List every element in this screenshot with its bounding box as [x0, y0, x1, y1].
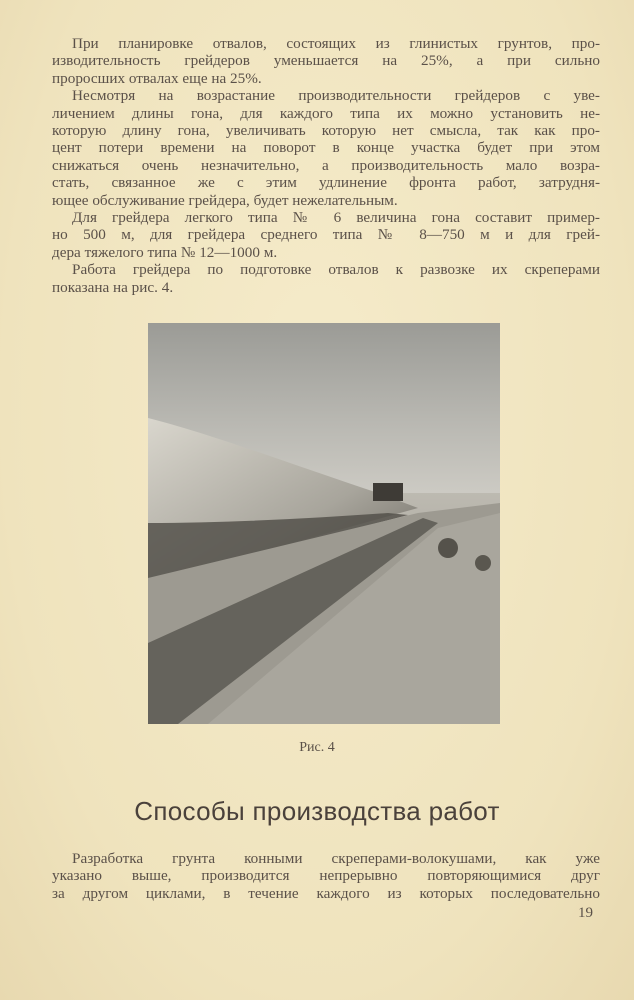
text-line: Для грейдера легкого типа № 6 величина гона составит пример- — [72, 209, 600, 227]
page-number: 19 — [578, 905, 593, 921]
text-line: ющее обслуживание грейдера, будет нежелательным. — [52, 191, 398, 209]
figure-caption: Рис. 4 — [299, 740, 335, 755]
text-line: Работа грейдера по подготовке отвалов к развозке их скреперами — [72, 261, 600, 279]
text-line: Разработка грунта конными скреперами-волокушами, как уже — [72, 850, 600, 867]
text-line: При планировке отвалов, состоящих из глинистых грунтов, про- — [72, 35, 600, 52]
text-line: за другом циклами, в течение каждого из которых последовательно — [52, 884, 600, 902]
text-line: снижаться очень незначительно, а производительность мало возра- — [52, 156, 600, 174]
text-line: цент потери времени на поворот в конце участка будет при этом — [52, 139, 600, 157]
text-line: стать, связанное же с этим удлинение фронта работ, затрудня- — [52, 174, 600, 192]
text-line: личением длины гона, для каждого типа их можно установить не- — [52, 104, 600, 122]
figure-photo-grader — [148, 323, 500, 724]
text-line: изводительность грейдеров уменьшается на 25%, а при сильно — [52, 52, 600, 70]
text-line: показана на рис. 4. — [52, 278, 174, 296]
text-line: дера тяжелого типа № 12—1000 м. — [52, 243, 278, 261]
body-text-bottom — [52, 850, 600, 902]
body-text-top — [52, 35, 600, 296]
text-line: но 500 м, для грейдера среднего типа № 8—750 м и для грей- — [52, 226, 600, 244]
text-line: которую длину гона, увеличивать которую нет смысла, так как про- — [52, 122, 600, 140]
photo-illustration — [148, 323, 500, 724]
text-line: Несмотря на возрастание производительности грейдеров с уве- — [72, 87, 600, 105]
text-line: указано выше, производится непрерывно повторяющимися друг — [52, 867, 600, 885]
text-line: проросших отвалах еще на 25%. — [52, 69, 262, 87]
section-heading: Способы производства работ — [134, 796, 500, 826]
